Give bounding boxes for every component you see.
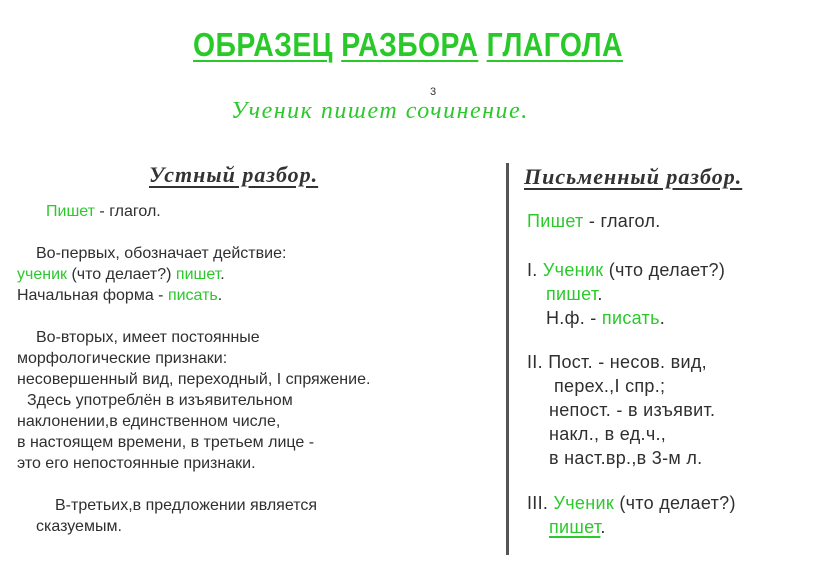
sentence-object: сочинение. xyxy=(405,98,529,124)
oral-line-12: В-третьих,в предложении является xyxy=(55,497,317,514)
sentence-verb: пишет xyxy=(320,98,399,124)
written-line-9: в наст.вр.,в 3-м л. xyxy=(549,448,703,468)
oral-line-5: Во-вторых, имеет постоянные xyxy=(36,329,260,346)
written-line-3: пишет. xyxy=(546,284,603,304)
column-divider xyxy=(506,163,509,555)
page-title xyxy=(57,26,759,64)
written-line-7: непост. - в изъявит. xyxy=(549,400,716,420)
conjugation-mark: 3 xyxy=(430,86,438,98)
oral-heading: Устный разбор. xyxy=(149,162,319,187)
oral-line-8: Здесь употреблён в изъявительном xyxy=(27,392,293,409)
written-line-2: I. Ученик (что делает?) xyxy=(527,260,726,280)
oral-line-10: в настоящем времени, в третьем лице - xyxy=(17,434,315,451)
oral-line-7: несовершенный вид, переходный, I спряжение. xyxy=(17,371,371,388)
written-line-10: III. Ученик (что делает?) xyxy=(527,493,736,513)
oral-line-11: это его непостоянные признаки. xyxy=(17,455,256,472)
written-heading: Письменный разбор. xyxy=(524,164,743,189)
oral-line-3: ученик (что делает?) пишет. xyxy=(17,266,225,283)
predicate-underlined: пишет xyxy=(549,517,601,537)
written-line-8: накл., в ед.ч., xyxy=(549,424,667,444)
written-line-11: пишет. xyxy=(549,517,606,537)
oral-line-13: сказуемым. xyxy=(36,518,122,535)
example-sentence xyxy=(231,86,529,125)
written-line-4: Н.ф. - писать. xyxy=(546,308,666,328)
oral-line-9: наклонении,в единственном числе, xyxy=(17,413,281,430)
oral-verb: Пишет xyxy=(46,203,95,220)
title-word-3: ГЛАГОЛА xyxy=(486,26,623,63)
sentence-subject: Ученик xyxy=(231,98,314,124)
written-line-5: II. Пост. - несов. вид, xyxy=(527,352,707,372)
title-word-1: ОБРАЗЕЦ xyxy=(193,26,333,63)
title-word-2: РАЗБОРА xyxy=(341,26,479,63)
oral-line-2: Во-первых, обозначает действие: xyxy=(36,245,287,262)
written-line-1: Пишет - глагол. xyxy=(527,211,661,231)
oral-line-4: Начальная форма - писать. xyxy=(17,287,223,304)
written-line-6: перех.,I спр.; xyxy=(554,376,666,396)
oral-line-1: Пишет - глагол. xyxy=(46,203,161,220)
oral-line-6: морфологические признаки: xyxy=(17,350,228,367)
